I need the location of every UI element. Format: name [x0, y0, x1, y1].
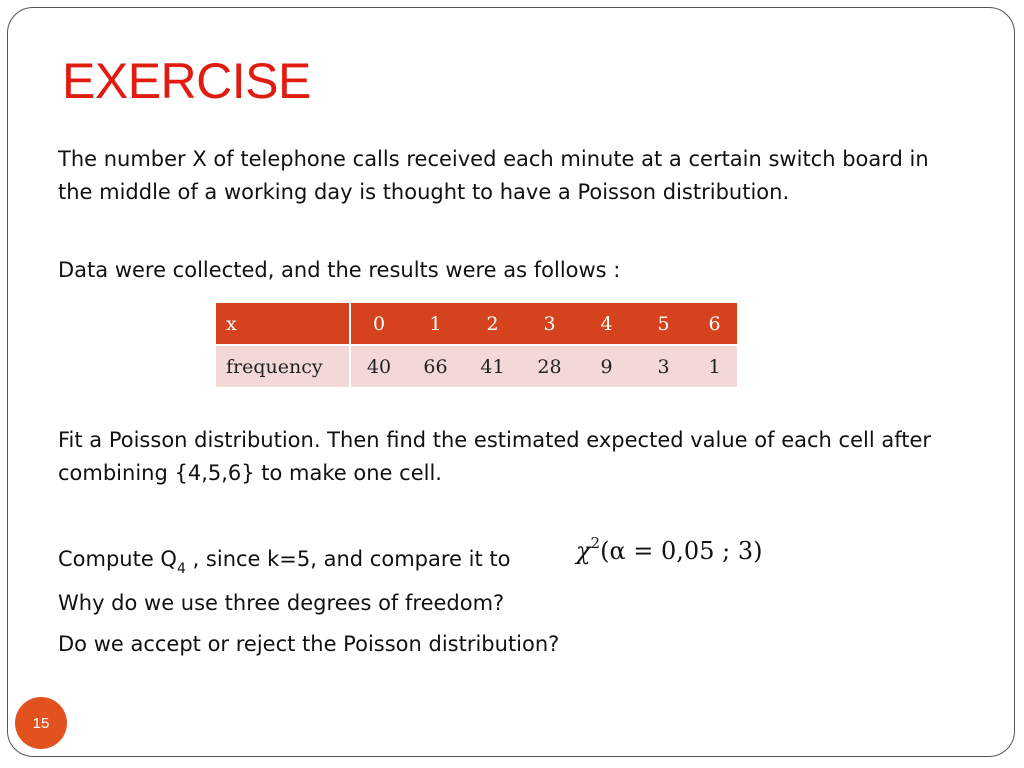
- frequency-table: [216, 303, 737, 387]
- chi-symbol: χ: [576, 537, 591, 565]
- chi-arguments: (α = 0,05 ; 3): [600, 537, 763, 565]
- page-number-badge: 15: [15, 697, 67, 749]
- row-label-frequency: frequency: [216, 345, 350, 387]
- x-cell: 5: [635, 303, 692, 345]
- x-cell: 4: [578, 303, 635, 345]
- compute-line: [58, 543, 510, 579]
- question-degrees-of-freedom: Why do we use three degrees of freedom?: [58, 591, 505, 615]
- table-row-x: [216, 303, 737, 345]
- x-cell: 0: [350, 303, 407, 345]
- compute-suffix: , since k=5, and compare it to: [185, 547, 511, 571]
- frequency-cell: 40: [350, 345, 407, 387]
- question-accept-reject: Do we accept or reject the Poisson distribution?: [58, 632, 560, 656]
- chi-square-formula: [576, 536, 762, 565]
- frequency-cell: 3: [635, 345, 692, 387]
- slide-title: EXERCISE: [62, 53, 311, 109]
- q-subscript: 4: [176, 561, 186, 577]
- compute-prefix: Compute Q: [58, 547, 177, 571]
- chi-superscript: 2: [590, 534, 601, 552]
- frequency-cell: 66: [407, 345, 464, 387]
- frequency-cell: 9: [578, 345, 635, 387]
- frequency-cell: 41: [464, 345, 521, 387]
- frequency-cell: 28: [521, 345, 578, 387]
- fit-instruction: Fit a Poisson distribution. Then find the estimated expected value of each cell after combining {4,5,6} to make one cell.: [58, 428, 932, 485]
- x-cell: 3: [521, 303, 578, 345]
- row-label-x: x: [216, 303, 350, 345]
- x-cell: 2: [464, 303, 521, 345]
- x-cell: 6: [692, 303, 737, 345]
- data-intro-line: Data were collected, and the results were as follows :: [58, 258, 621, 282]
- frequency-cell: 1: [692, 345, 737, 387]
- table-row-frequency: [216, 345, 737, 387]
- intro-paragraph: The number X of telephone calls received each minute at a certain switch board in the middle of a working day is thought to have a Poisson distribution.: [58, 147, 929, 204]
- x-cell: 1: [407, 303, 464, 345]
